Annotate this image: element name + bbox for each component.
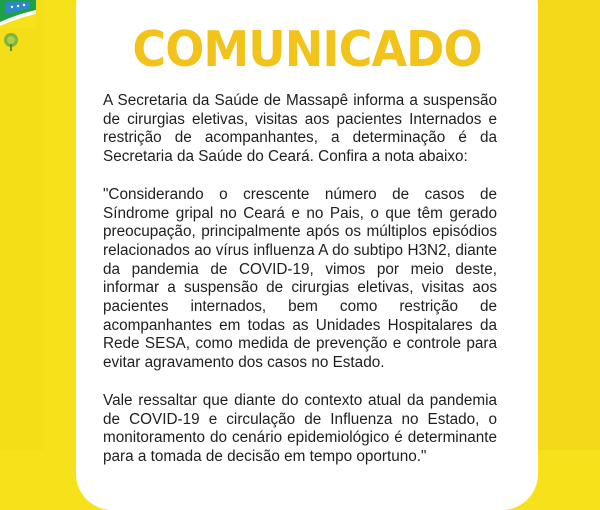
page-title: COMUNICADO <box>132 21 482 78</box>
paragraph-intro: A Secretaria da Saúde de Massapê informa a suspensão de cirurgias eletivas, visitas aos pacientes Internados e restrição de acompanhantes, a determinação é da Secretaria da Saúde do Ceará. Confira a nota abaixo: <box>103 92 497 166</box>
left-border-strip <box>0 0 44 450</box>
right-border-strip <box>537 0 600 450</box>
city-logo-icon <box>0 0 36 28</box>
paragraph-quote: "Considerando o crescente número de casos de Síndrome gripal no Ceará e no Pais, o que têm gerado preocupação, principalmente após os múltiplos episódios relacionados ao vírus influenza A do subtipo H3N2, diante da pandemia de COVID-19, vimos por meio deste, informar a suspensão de cirurgias eletivas, visitas aos pacientes internados, bem como restrição de acompanhantes em todas as Unidades Hospitalares da Rede SESA, como medida de prevenção e controle para evitar agravamento dos casos no Estado. <box>103 185 497 372</box>
announcement-body <box>103 92 497 486</box>
tree-icon <box>2 32 20 52</box>
paragraph-closing: Vale ressaltar que diante do contexto atual da pandemia de COVID-19 e circulação de Influenza no Estado, o monitoramento do cenário epidemiológico é determinante para a tomada de decisão em tempo oportuno." <box>103 391 497 465</box>
